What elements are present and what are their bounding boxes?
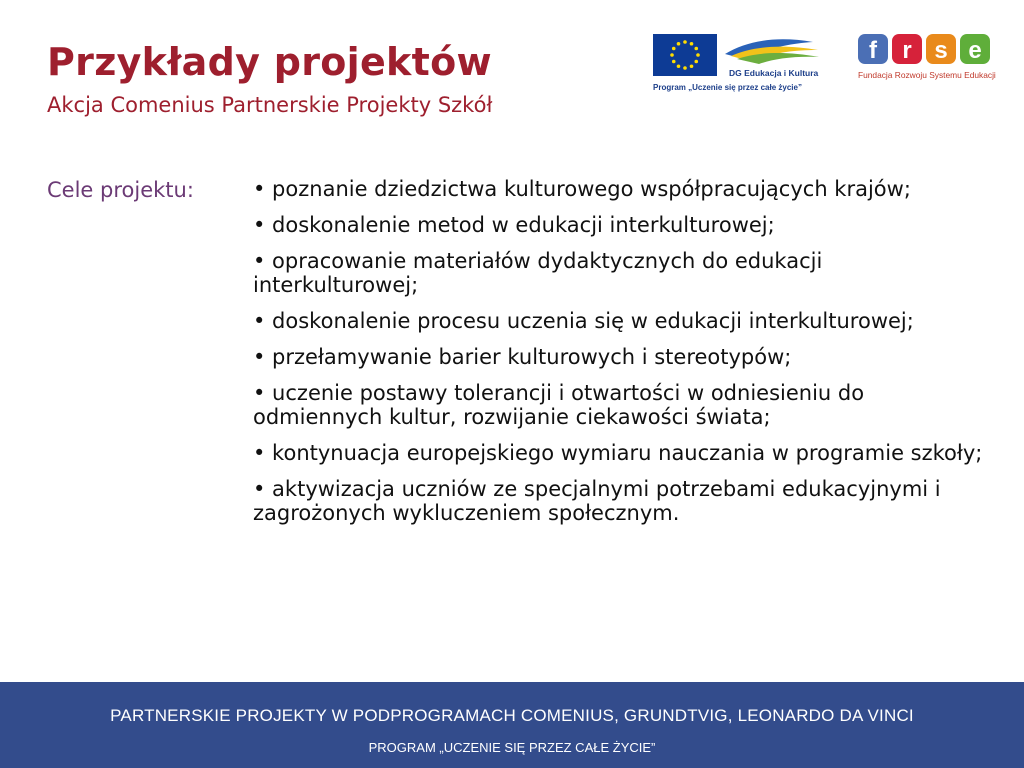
eu-star-icon xyxy=(696,53,700,57)
footer-bar xyxy=(0,682,1024,768)
eu-star-icon xyxy=(683,40,687,44)
goal-item: • uczenie postawy tolerancji i otwartości w odniesieniu do odmiennych kultur, rozwijanie ciekawości świata; xyxy=(253,381,865,429)
goal-item: • doskonalenie metod w edukacji interkulturowej; xyxy=(253,213,775,237)
frse-letter-s: s xyxy=(934,37,948,64)
eu-star-icon xyxy=(670,53,674,57)
footer-programs: PARTNERSKIE PROJEKTY W PODPROGRAMACH COMENIUS, GRUNDTVIG, LEONARDO DA VINCI xyxy=(110,706,914,725)
footer-program-name: PROGRAM „UCZENIE SIĘ PRZEZ CAŁE ŻYCIE” xyxy=(368,740,656,755)
eu-star-icon xyxy=(694,47,698,51)
eu-star-icon xyxy=(672,60,676,64)
slide-title: Przykłady projektów xyxy=(47,40,492,84)
eu-star-icon xyxy=(677,42,681,46)
frse-letter-e: e xyxy=(968,37,982,64)
eu-star-icon xyxy=(690,64,694,68)
frse-caption: Fundacja Rozwoju Systemu Edukacji xyxy=(858,70,996,80)
goal-item: • poznanie dziedzictwa kulturowego współpracujących krajów; xyxy=(253,177,911,201)
goals-label: Cele projektu: xyxy=(47,178,194,202)
slide-subtitle: Akcja Comenius Partnerskie Projekty Szkół xyxy=(47,93,493,117)
eu-star-icon xyxy=(694,60,698,64)
goal-item: • przełamywanie barier kulturowych i stereotypów; xyxy=(253,345,792,369)
eu-program-logo xyxy=(653,32,823,96)
frse-letter-r: r xyxy=(902,37,912,64)
goal-item: • doskonalenie procesu uczenia się w edukacji interkulturowej; xyxy=(253,309,914,333)
goal-item: • opracowanie materiałów dydaktycznych do edukacji interkulturowej; xyxy=(253,249,823,297)
frse-letter-f: f xyxy=(869,37,877,64)
eu-logo-line1: DG Edukacja i Kultura xyxy=(729,68,819,78)
eu-logo-line2: Program „Uczenie się przez całe życie” xyxy=(653,83,802,92)
eu-star-icon xyxy=(672,47,676,51)
goals-list xyxy=(253,177,993,537)
frse-logo xyxy=(856,32,996,84)
eu-star-icon xyxy=(677,64,681,68)
eu-star-icon xyxy=(683,66,687,70)
goal-item: • aktywizacja uczniów ze specjalnymi potrzebami edukacyjnymi i zagrożonych wykluczeniem społecznym. xyxy=(253,477,941,525)
goal-item: • kontynuacja europejskiego wymiaru nauczania w programie szkoły; xyxy=(253,441,983,465)
eu-star-icon xyxy=(690,42,694,46)
